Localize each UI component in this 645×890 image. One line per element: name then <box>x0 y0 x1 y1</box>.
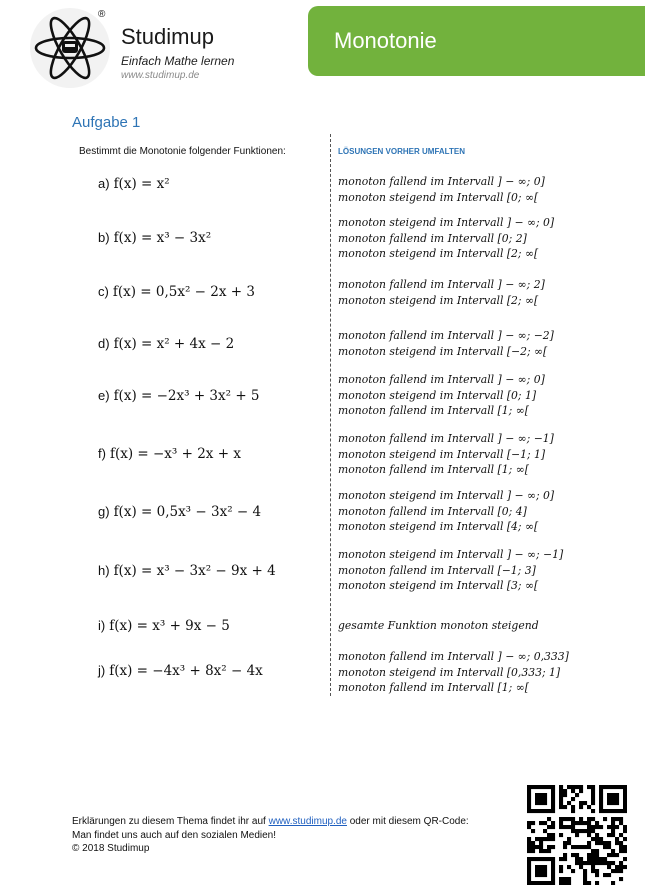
function-item <box>98 284 255 300</box>
brand-website: www.studimup.de <box>121 70 200 81</box>
function-expression: f(x) = 0,5x² − 2x + 3 <box>112 284 255 300</box>
solutions-header: LÖSUNGEN VORHER UMFALTEN <box>338 147 465 156</box>
solution-line: monoton fallend im Intervall ] − ∞; 0,333] <box>338 650 569 663</box>
footer-copyright: © 2018 Studimup <box>72 843 150 854</box>
solution-line: monoton fallend im Intervall [0; 2] <box>338 231 527 245</box>
solution-block <box>338 277 545 308</box>
function-letter: e) <box>98 388 110 403</box>
solution-line: monoton steigend im Intervall [3; ∞[ <box>338 579 539 593</box>
function-item <box>98 663 263 679</box>
solution-line: monoton fallend im Intervall ] − ∞; 0] <box>338 175 545 188</box>
function-letter: i) <box>98 618 106 633</box>
function-expression: f(x) = −2x³ + 3x² + 5 <box>113 388 260 404</box>
function-expression: f(x) = 0,5x³ − 3x² − 4 <box>113 504 262 520</box>
solution-line: monoton fallend im Intervall ] − ∞; −2] <box>338 329 554 342</box>
fold-line <box>330 134 331 696</box>
solution-line: monoton fallend im Intervall ] − ∞; −1] <box>338 432 554 445</box>
solution-line: gesamte Funktion monoton steigend <box>338 619 539 632</box>
website-link[interactable]: www.studimup.de <box>268 816 347 827</box>
solution-line: monoton steigend im Intervall [0; ∞[ <box>338 190 539 204</box>
function-item <box>98 176 170 192</box>
qr-code-icon[interactable] <box>527 785 627 885</box>
solution-line: monoton steigend im Intervall ] − ∞; 0] <box>338 489 555 502</box>
function-expression: f(x) = x² + 4x − 2 <box>113 336 235 352</box>
topic-banner <box>308 6 645 76</box>
atom-logo-icon <box>30 8 110 88</box>
solution-line: monoton steigend im Intervall [2; ∞[ <box>338 247 539 261</box>
function-expression: f(x) = x³ − 3x² <box>113 230 212 246</box>
footer-line-2: Man findet uns auch auf den sozialen Medien! <box>72 829 277 841</box>
function-item <box>98 230 211 246</box>
function-item <box>98 504 261 520</box>
function-item <box>98 388 260 404</box>
solution-line: monoton fallend im Intervall [−1; 3] <box>338 563 536 577</box>
function-letter: j) <box>98 663 106 678</box>
function-letter: d) <box>98 336 110 351</box>
solution-block <box>338 174 545 205</box>
function-letter: f) <box>98 446 106 461</box>
solution-line: monoton fallend im Intervall [0; 4] <box>338 504 527 518</box>
registered-mark: ® <box>98 9 106 20</box>
task-title: Aufgabe 1 <box>72 114 141 131</box>
solution-line: monoton steigend im Intervall ] − ∞; 0] <box>338 216 555 229</box>
solution-block <box>338 547 563 594</box>
brand-slogan: Einfach Mathe lernen <box>121 54 235 68</box>
solution-block <box>338 488 554 535</box>
solution-line: monoton steigend im Intervall [0,333; 1] <box>338 665 561 679</box>
task-instruction: Bestimmt die Monotonie folgender Funktionen: <box>79 146 286 157</box>
footer-line-1: Erklärungen zu diesem Thema findet ihr auf www.studimup.de oder mit diesem QR-Code: <box>72 816 469 827</box>
function-letter: h) <box>98 563 110 578</box>
function-letter: c) <box>98 284 109 299</box>
solution-line: monoton steigend im Intervall [−2; ∞[ <box>338 344 548 358</box>
function-expression: f(x) = x³ + 9x − 5 <box>109 618 230 634</box>
function-letter: a) <box>98 176 110 191</box>
solution-line: monoton steigend im Intervall [0; 1] <box>338 388 537 402</box>
solution-line: monoton fallend im Intervall ] − ∞; 0] <box>338 373 545 386</box>
function-expression: f(x) = x² <box>113 176 170 192</box>
topic-title: Monotonie <box>334 28 437 53</box>
brand-name: Studimup <box>121 24 214 49</box>
solution-line: monoton fallend im Intervall [1; ∞[ <box>338 681 529 695</box>
solution-line: monoton fallend im Intervall ] − ∞; 2] <box>338 278 545 291</box>
solution-block <box>338 431 554 478</box>
function-letter: b) <box>98 230 110 245</box>
function-item <box>98 336 234 352</box>
solution-block <box>338 328 554 359</box>
footer <box>72 815 469 856</box>
solution-line: monoton steigend im Intervall [2; ∞[ <box>338 293 539 307</box>
solution-line: monoton steigend im Intervall [4; ∞[ <box>338 520 539 534</box>
function-letter: g) <box>98 504 110 519</box>
function-item <box>98 563 276 579</box>
function-item <box>98 618 230 634</box>
solution-block <box>338 618 539 634</box>
solution-block <box>338 372 545 419</box>
solution-block <box>338 215 554 262</box>
function-expression: f(x) = x³ − 3x² − 9x + 4 <box>113 563 276 579</box>
solution-line: monoton steigend im Intervall ] − ∞; −1] <box>338 548 564 561</box>
function-item <box>98 446 241 462</box>
solution-line: monoton steigend im Intervall [−1; 1] <box>338 447 546 461</box>
function-expression: f(x) = −x³ + 2x + x <box>109 446 241 462</box>
solution-block <box>338 649 569 696</box>
function-expression: f(x) = −4x³ + 8x² − 4x <box>109 663 263 679</box>
solution-line: monoton fallend im Intervall [1; ∞[ <box>338 463 529 477</box>
logo <box>30 8 110 88</box>
solution-line: monoton fallend im Intervall [1; ∞[ <box>338 404 529 418</box>
